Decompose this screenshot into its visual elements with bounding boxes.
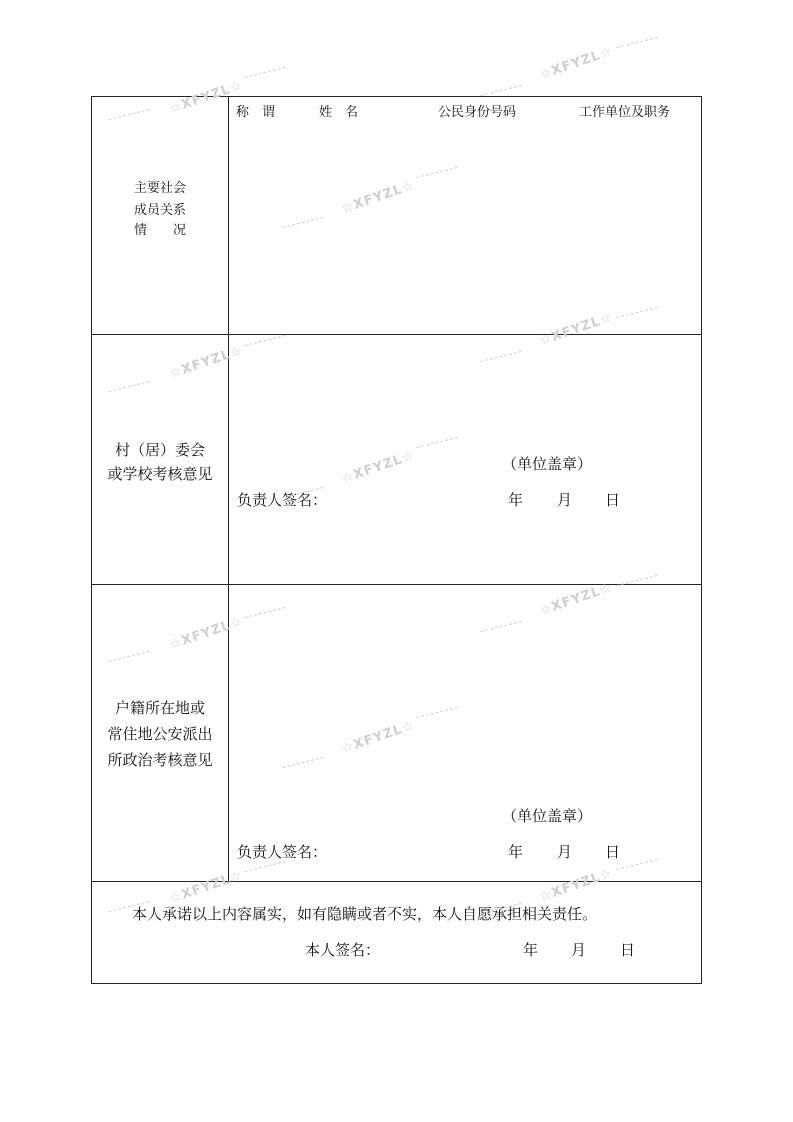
label-line: 所政治考核意见 bbox=[107, 751, 213, 769]
date-year: 年 bbox=[508, 491, 524, 509]
review-form-table bbox=[91, 96, 702, 984]
label-line: 常住地公安派出 bbox=[107, 725, 213, 743]
watermark-text: ☆XFYZL☆ bbox=[537, 309, 615, 350]
watermark-text: ☆XFYZL☆ bbox=[167, 342, 245, 383]
watermark-text: ☆XFYZL☆ bbox=[339, 177, 417, 218]
pledge-signer-label: 本人签名： bbox=[305, 941, 381, 959]
watermark-dash bbox=[617, 37, 658, 48]
header-name: 姓 名 bbox=[319, 105, 359, 120]
watermark-text: ☆XFYZL☆ bbox=[167, 613, 245, 654]
row-divider-1 bbox=[92, 334, 701, 335]
header-relation: 称 谓 bbox=[236, 105, 276, 120]
label-line: 情 况 bbox=[133, 223, 186, 238]
unit-stamp-note: （单位盖章） bbox=[502, 455, 593, 473]
label-line: 或学校考核意见 bbox=[107, 465, 213, 483]
date-day: 日 bbox=[605, 843, 621, 861]
watermark-text: ☆XFYZL☆ bbox=[167, 77, 245, 118]
watermark-text: ☆XFYZL☆ bbox=[339, 717, 417, 758]
label-line: 成员关系 bbox=[133, 203, 186, 218]
watermark-dash bbox=[481, 85, 522, 96]
watermark-text: ☆XFYZL☆ bbox=[537, 579, 615, 620]
pledge-date-day: 日 bbox=[620, 941, 636, 959]
pledge-date-year: 年 bbox=[523, 941, 539, 959]
header-id-number: 公民身份号码 bbox=[438, 105, 517, 120]
watermark-text: ☆XFYZL☆ bbox=[167, 867, 245, 908]
label-column-divider bbox=[228, 97, 229, 882]
date-day: 日 bbox=[605, 491, 621, 509]
watermark-text: ☆XFYZL☆ bbox=[537, 865, 615, 906]
watermark-dash bbox=[245, 67, 286, 78]
watermark-text: ☆XFYZL☆ bbox=[339, 447, 417, 488]
unit-stamp-note: （单位盖章） bbox=[502, 807, 593, 825]
label-line: 主要社会 bbox=[133, 181, 186, 196]
row-divider-2 bbox=[92, 584, 701, 585]
label-line: 村（居）委会 bbox=[114, 441, 205, 459]
pledge-statement: 本人承诺以上内容属实，如有隐瞒或者不实，本人自愿承担相关责任。 bbox=[132, 905, 598, 923]
date-month: 月 bbox=[557, 843, 573, 861]
watermark-text: ☆XFYZL☆ bbox=[537, 43, 615, 84]
row-divider-3 bbox=[92, 881, 701, 882]
date-year: 年 bbox=[508, 843, 524, 861]
signer-label: 负责人签名： bbox=[237, 843, 328, 861]
date-month: 月 bbox=[557, 491, 573, 509]
pledge-date-month: 月 bbox=[571, 941, 587, 959]
label-line: 户籍所在地或 bbox=[114, 699, 205, 717]
header-work: 工作单位及职务 bbox=[579, 105, 671, 120]
signer-label: 负责人签名： bbox=[237, 491, 328, 509]
